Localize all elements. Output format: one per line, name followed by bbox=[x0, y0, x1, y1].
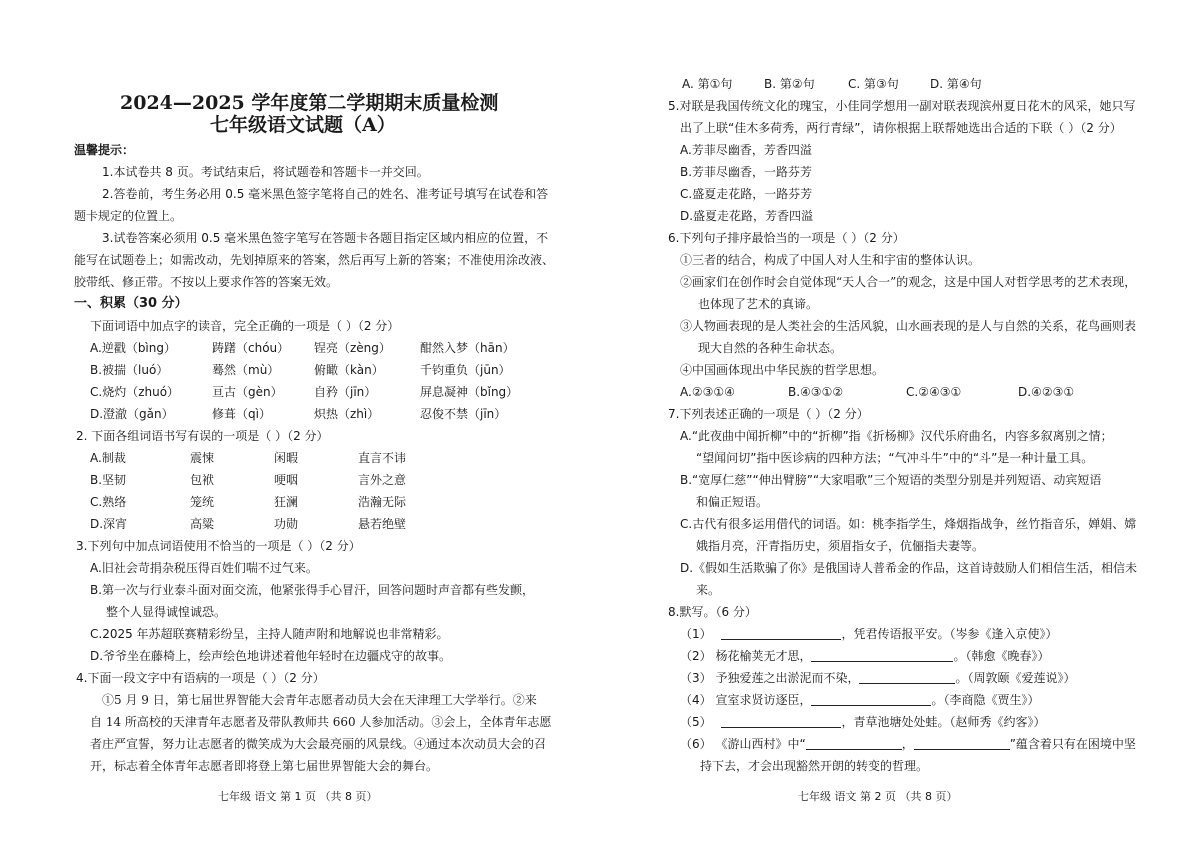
q3-option-d: D.爷爷坐在藤椅上，绘声绘色地讲述着他年轻时在边疆戍守的故事。 bbox=[90, 649, 452, 663]
q2-word: 言外之意 bbox=[358, 473, 407, 487]
q8-item-text: 。（韩愈《晚春》） bbox=[953, 649, 1050, 663]
q6-sentence: ④中国画体现出中华民族的哲学思想。 bbox=[680, 363, 885, 377]
q8-item-number: （3） bbox=[680, 671, 712, 685]
q8-item-5 bbox=[680, 714, 1045, 730]
q1-word: 俯瞰（kàn） bbox=[314, 363, 384, 377]
q1-word: 酣然入梦（hān） bbox=[420, 341, 515, 355]
notice-line: 能写在试题卷上；如需改动，先划掉原来的答案，然后再写上新的答案；不准使用涂改液、 bbox=[74, 253, 555, 267]
q4-paragraph-line: 自 14 所高校的天津青年志愿者及带队教师共 660 人参加活动。③会上，全体青年志愿 bbox=[90, 715, 552, 729]
q1-stem: 下面词语中加点字的读音，完全正确的一项是（ ）（2 分） bbox=[90, 319, 400, 333]
q2-option: B.坚韧 bbox=[90, 473, 127, 487]
fill-blank[interactable] bbox=[859, 671, 955, 684]
q1-word: 屏息凝神（bǐng） bbox=[420, 385, 519, 399]
fill-blank[interactable] bbox=[914, 737, 1010, 750]
notice-line: 3.试卷答案必须用 0.5 毫米黑色签字笔写在答题卡各题目指定区域内相应的位置，不 bbox=[102, 231, 549, 245]
q8-item-6 bbox=[680, 736, 1136, 752]
page-footer-right: 七年级 语文 第 2 页 （共 8 页） bbox=[798, 790, 958, 803]
q2-word: 哽咽 bbox=[274, 473, 299, 487]
q2-word: 悬若绝壁 bbox=[358, 517, 407, 531]
q5-stem: 5.对联是我国传统文化的瑰宝，小佳同学想用一副对联表现滨州夏日花木的风采，她只写 bbox=[668, 99, 1136, 113]
q6-sentence: ②画家们在创作时会自觉体现“天人合一”的观念，这是中国人对哲学思考的艺术表现， bbox=[680, 275, 1137, 289]
q8-item-text: 。（周敦颐《爱莲说》） bbox=[955, 671, 1076, 685]
q7-option-a: A.“此夜曲中闻折柳”中的“折柳”指《折杨柳》汉代乐府曲名，内容多叙离别之情； bbox=[680, 429, 1113, 443]
q5-option-a: A.芳菲尽幽香，芳香四溢 bbox=[680, 143, 812, 157]
q4-option: C. 第③句 bbox=[848, 77, 899, 91]
q7-option-c-cont: 娥指月亮，汗青指历史，须眉指女子，伉俪指夫妻等。 bbox=[696, 539, 985, 553]
q8-item-text: 予独爱莲之出淤泥而不染， bbox=[715, 671, 860, 685]
q7-option-a-cont: “望闻问切”指中医诊病的四种方法；“气冲斗牛”中的“斗”是一种计量工具。 bbox=[696, 451, 1094, 465]
q1-word: 千钧重负（jūn） bbox=[420, 363, 511, 377]
q8-item-text: 。（李商隐《贾生》） bbox=[931, 693, 1040, 707]
notice-line: 胶带纸、修正带。不按以上要求作答的答案无效。 bbox=[74, 275, 339, 289]
q2-option: A.制裁 bbox=[90, 451, 126, 465]
q8-item-text: ”蕴含着只有在困境中坚 bbox=[1009, 737, 1136, 751]
q2-word: 直言不讳 bbox=[358, 451, 407, 465]
q8-item-text: 宣室求贤访逐臣， bbox=[715, 693, 812, 707]
notice-line: 1.本试卷共 8 页。考试结束后，将试题卷和答题卡一并交回。 bbox=[102, 165, 429, 179]
q6-sentence-cont: 现大自然的各种生命状态。 bbox=[698, 341, 843, 355]
q4-paragraph-line: 开，标志着全体青年志愿者即将登上第七届世界智能大会的舞台。 bbox=[90, 759, 439, 773]
q1-word: 忍俊不禁（jīn） bbox=[420, 407, 507, 421]
q8-item-text: ，青草池塘处处蛙。（赵师秀《约客》） bbox=[841, 715, 1046, 729]
q8-item-6-cont: 持下去，才会出现豁然开朗的转变的哲理。 bbox=[700, 759, 929, 773]
q2-word: 包袱 bbox=[190, 473, 215, 487]
q8-item-1 bbox=[680, 626, 1057, 642]
q1-word: 自矜（jīn） bbox=[314, 385, 377, 399]
q2-word: 高粱 bbox=[190, 517, 215, 531]
q6-option: C.②④③① bbox=[906, 385, 962, 399]
page-left bbox=[68, 0, 628, 849]
q2-word: 震悚 bbox=[190, 451, 215, 465]
q2-option: D.深宵 bbox=[90, 517, 128, 531]
q6-sentence-cont: 也体现了艺术的真谛。 bbox=[698, 297, 819, 311]
q8-item-text: 杨花榆荚无才思， bbox=[715, 649, 812, 663]
q1-option: A.逆戳（bìng） bbox=[90, 341, 176, 355]
q1-word: 锃亮（zèng） bbox=[314, 341, 391, 355]
fill-blank[interactable] bbox=[721, 627, 841, 640]
section-heading: 一、积累（30 分） bbox=[74, 296, 188, 311]
q8-item-4 bbox=[680, 692, 1040, 708]
q1-word: 蓦然（mù） bbox=[212, 363, 280, 377]
q6-option: B.④③①② bbox=[788, 385, 844, 399]
q4-paragraph-line: ①5 月 9 日，第七届世界智能大会青年志愿者动员大会在天津理工大学举行。②来 bbox=[102, 693, 537, 707]
exam-title-line2: 七年级语文试题（A） bbox=[210, 114, 396, 136]
q7-option-b-cont: 和偏正短语。 bbox=[696, 495, 769, 509]
q7-option-c: C.古代有很多运用借代的词语。如：桃李指学生，烽烟指战争，丝竹指音乐，婵娟、嫦 bbox=[680, 517, 1137, 531]
q8-item-number: （6） bbox=[680, 737, 712, 751]
q6-sentence: ①三者的结合，构成了中国人对人生和宇宙的整体认识。 bbox=[680, 253, 981, 267]
q4-paragraph-line: 者庄严宣誓，努力让志愿者的微笑成为大会最亮丽的风景线。④通过本次动员大会的召 bbox=[90, 737, 547, 751]
q5-option-c: C.盛夏走花路，一路芬芳 bbox=[680, 187, 813, 201]
q4-option: D. 第④句 bbox=[930, 77, 982, 91]
q8-item-number: （5） bbox=[680, 715, 712, 729]
q3-option-c: C.2025 年苏超联赛精彩纷呈，主持人随声附和地解说也非常精彩。 bbox=[90, 627, 449, 641]
q6-stem: 6.下列句子排序最恰当的一项是（ ）（2 分） bbox=[668, 231, 905, 245]
q1-word: 踌躇（chóu） bbox=[212, 341, 290, 355]
fill-blank[interactable] bbox=[811, 649, 953, 662]
q1-word: 修葺（qì） bbox=[212, 407, 271, 421]
q2-stem: 2. 下面各组词语书写有误的一项是（ ）（2 分） bbox=[76, 429, 329, 443]
q2-option: C.熟络 bbox=[90, 495, 127, 509]
notice-line: 2.答卷前，考生务必用 0.5 毫米黑色签字笔将自己的姓名、准考证号填写在试卷和答 bbox=[102, 187, 549, 201]
q2-word: 闲暇 bbox=[274, 451, 299, 465]
q5-option-b: B.芳菲尽幽香，一路芬芳 bbox=[680, 165, 813, 179]
q1-word: 亘古（gèn） bbox=[212, 385, 283, 399]
q8-stem: 8.默写。（6 分） bbox=[668, 605, 757, 619]
q5-stem-cont: 出了上联“佳木多荷秀，两行青绿”，请你根据上联帮她选出合适的下联（ ）（2 分） bbox=[680, 121, 1122, 135]
q6-option: D.④②③① bbox=[1018, 385, 1075, 399]
q1-word: 炽热（zhì） bbox=[314, 407, 380, 421]
q1-option: D.澄澈（gǎn） bbox=[90, 407, 174, 421]
q3-stem: 3.下列句中加点词语使用不恰当的一项是（ ）（2 分） bbox=[76, 539, 361, 553]
q2-word: 功勋 bbox=[274, 517, 299, 531]
q8-item-2 bbox=[680, 648, 1050, 664]
fill-blank[interactable] bbox=[721, 715, 841, 728]
page-right bbox=[668, 0, 1200, 849]
exam-title-line1: 2024—2025 学年度第二学期期末质量检测 bbox=[120, 92, 499, 114]
q2-word: 浩瀚无际 bbox=[358, 495, 407, 509]
q8-item-text: 《游山西村》中“ bbox=[715, 737, 806, 751]
notice-line: 题卡规定的位置上。 bbox=[74, 209, 183, 223]
q8-item-number: （2） bbox=[680, 649, 712, 663]
q1-option: B.被揣（luó） bbox=[90, 363, 169, 377]
q7-option-d-cont: 来。 bbox=[696, 583, 721, 597]
q7-option-d: D.《假如生活欺骗了你》是俄国诗人普希金的作品，这首诗鼓励人们相信生活，相信未 bbox=[680, 561, 1138, 575]
fill-blank[interactable] bbox=[806, 737, 902, 750]
notice-heading: 温馨提示： bbox=[74, 143, 135, 157]
q4-option: B. 第②句 bbox=[764, 77, 815, 91]
q8-item-text: ， bbox=[901, 737, 914, 751]
q3-option-b: B.第一次与行业泰斗面对面交流，他紧张得手心冒汗，回答问题时声音都有些发颤， bbox=[90, 583, 535, 597]
q4-stem: 4.下面一段文字中有语病的一项是（ ）（2 分） bbox=[76, 671, 325, 685]
q2-word: 笼统 bbox=[190, 495, 215, 509]
q4-option: A. 第①句 bbox=[682, 77, 733, 91]
q1-option: C.烧灼（zhuó） bbox=[90, 385, 180, 399]
q6-option: A.②③①④ bbox=[680, 385, 735, 399]
fill-blank[interactable] bbox=[811, 693, 931, 706]
q8-item-number: （4） bbox=[680, 693, 712, 707]
q8-item-3 bbox=[680, 670, 1076, 686]
q8-item-text: ，凭君传语报平安。（岑参《逢入京使》） bbox=[841, 627, 1058, 641]
q3-option-b-cont: 整个人显得诚惶诚恐。 bbox=[106, 605, 227, 619]
q7-stem: 7.下列表述正确的一项是（ ）（2 分） bbox=[668, 407, 869, 421]
q6-sentence: ③人物画表现的是人类社会的生活风貌，山水画表现的是人与自然的关系，花鸟画则表 bbox=[680, 319, 1137, 333]
q7-option-b: B.“宽厚仁慈”“伸出臂膀”“大家唱歌”三个短语的类型分别是并列短语、动宾短语 bbox=[680, 473, 1102, 487]
q8-item-number: （1） bbox=[680, 627, 712, 641]
q3-option-a: A.旧社会苛捐杂税压得百姓们喘不过气来。 bbox=[90, 561, 318, 575]
page-footer-left: 七年级 语文 第 1 页 （共 8 页） bbox=[218, 790, 378, 803]
q5-option-d: D.盛夏走花路，芳香四溢 bbox=[680, 209, 814, 223]
q2-word: 狂澜 bbox=[274, 495, 299, 509]
